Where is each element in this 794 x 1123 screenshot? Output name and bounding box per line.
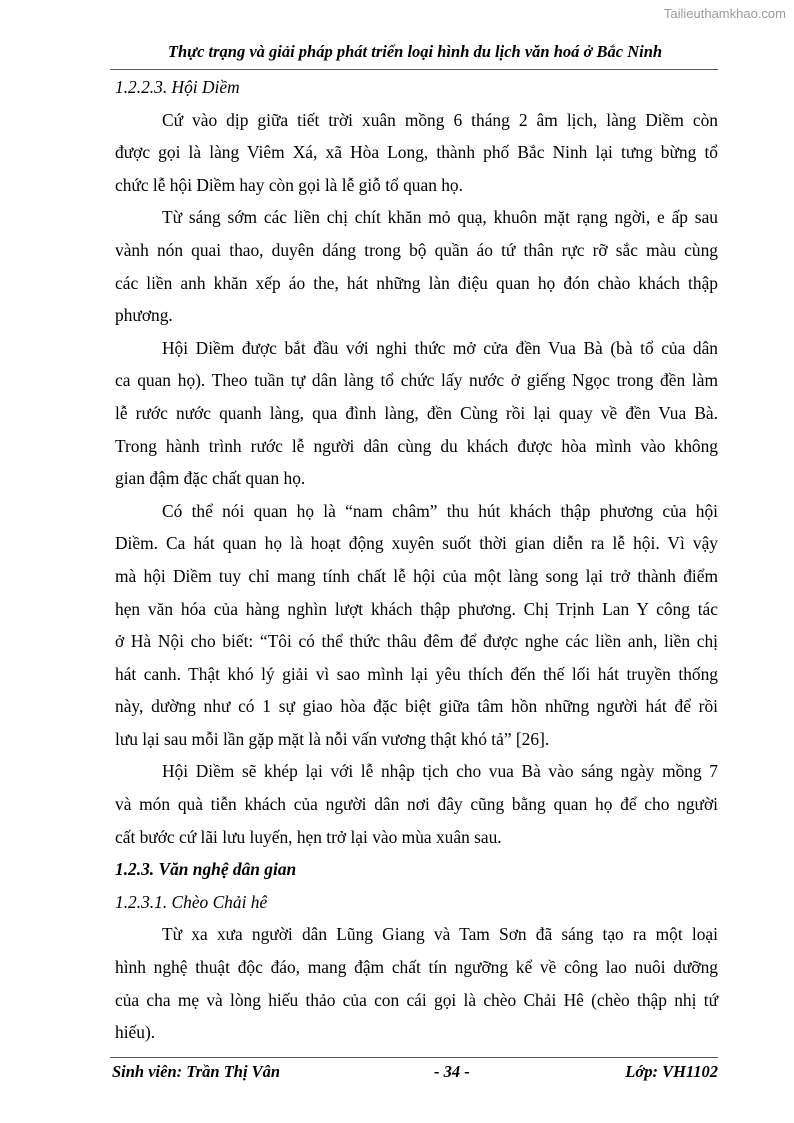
footer-student: Sinh viên: Trần Thị Vân [112, 1062, 281, 1081]
text-line: ca quan họ). Theo tuần tự dân làng tổ chức lấy nước ở giếng Ngọc trong đền làm [115, 370, 718, 391]
text-line: lễ rước nước quanh làng, qua đình làng, đền Cùng rồi lại quay về đền Vua Bà. [115, 402, 718, 423]
text-line: chức lễ hội Diềm hay còn gọi là lễ giỗ tổ quan họ. [115, 174, 463, 195]
text-line: mà hội Diềm tuy chỉ mang tính chất lễ hội của một làng song lại trở thành điểm [115, 565, 718, 586]
text-line: được gọi là làng Viêm Xá, xã Hòa Long, thành phố Bắc Ninh lại tưng bừng tổ [115, 142, 718, 163]
text-line: Cứ vào dịp giữa tiết trời xuân mồng 6 tháng 2 âm lịch, làng Diềm còn [162, 109, 718, 130]
text-line: ở Hà Nội cho biết: “Tôi có thể thức thâu đêm để được nghe các liền anh, liền chị [115, 631, 718, 652]
text-line: cất bước cứ lãi lưu luyến, hẹn trở lại vào mùa xuân sau. [115, 826, 502, 847]
text-line: Hội Diềm được bắt đầu với nghi thức mở cửa đền Vua Bà (bà tổ của dân [162, 337, 718, 358]
text-line: Hội Diềm sẽ khép lại với lễ nhập tịch cho vua Bà vào sáng ngày mồng 7 [162, 761, 718, 782]
header-divider [110, 69, 718, 70]
text-line: và món quà tiễn khách của người dân nơi đây cũng bằng quan họ để cho người [115, 794, 718, 815]
text-line: Có thể nói quan họ là “nam châm” thu hút khách thập phương của hội [162, 500, 718, 521]
page-header: Thực trạng và giải pháp phát triển loại hình du lịch văn hoá ở Bắc Ninh [167, 42, 663, 61]
section-heading [115, 71, 718, 104]
text-line: lưu lại sau mỗi lần gặp mặt là nỗi vấn vương thật khó tả” [26]. [115, 728, 550, 749]
text-line: hát canh. Thật khó lý giải vì sao mình lại yêu thích đến thế lối hát truyền thống [115, 663, 718, 684]
paragraph [115, 104, 718, 202]
watermark: Tailieuthamkhao.com [663, 6, 786, 21]
text-line: của cha mẹ và lòng hiếu thảo của con cái gọi là chèo Chải Hê (chèo thập nhị tứ [115, 989, 718, 1010]
paragraph [115, 918, 718, 1048]
page-number: - 34 - [434, 1062, 470, 1081]
paragraph [115, 495, 718, 756]
text-line: Trong hành trình rước lễ người dân cùng du khách được hòa mình vào không [115, 435, 718, 456]
section-heading [115, 853, 718, 886]
text-line: hình nghệ thuật độc đáo, mang đậm chất tín ngưỡng kể về công lao nuôi dưỡng [115, 957, 718, 978]
text-line: 1.2.2.3. Hội Diềm [115, 77, 240, 97]
paragraph [115, 201, 718, 331]
text-line: 1.2.3.1. Chèo Chải hê [115, 891, 268, 912]
text-line: Từ sáng sớm các liền chị chít khăn mỏ quạ, khuôn mặt rạng ngời, e ấp sau [162, 207, 718, 228]
text-line: hẹn văn hóa của hàng nghìn lượt khách thập phương. Chị Trịnh Lan Y công tác [115, 598, 718, 619]
text-line: 1.2.3. Văn nghệ dân gian [115, 859, 297, 880]
text-line: phương. [115, 305, 173, 326]
paragraph [115, 332, 718, 495]
text-line: hiếu). [115, 1022, 156, 1043]
section-heading [115, 886, 718, 919]
document-body [115, 71, 718, 1049]
text-line: các liền anh khăn xếp áo the, hát những làn điệu quan họ đón chào khách thập [115, 272, 718, 293]
footer-divider [110, 1057, 718, 1058]
text-line: gian đậm đặc chất quan họ. [115, 468, 306, 489]
text-line: vành nón quai thao, duyên dáng trong bộ quần áo tứ thân rực rỡ sắc màu cùng [115, 239, 718, 260]
text-line: Diềm. Ca hát quan họ là hoạt động xuyên suốt thời gian diễn ra lễ hội. Vì vậy [115, 533, 718, 554]
text-line: này, dường như có 1 sự giao hòa đặc biệt giữa tâm hồn những người hát để rồi [115, 696, 718, 717]
text-line: Từ xa xưa người dân Lũng Giang và Tam Sơn đã sáng tạo ra một loại [162, 924, 718, 945]
paragraph [115, 755, 718, 853]
footer-class: Lớp: VH1102 [625, 1062, 718, 1081]
